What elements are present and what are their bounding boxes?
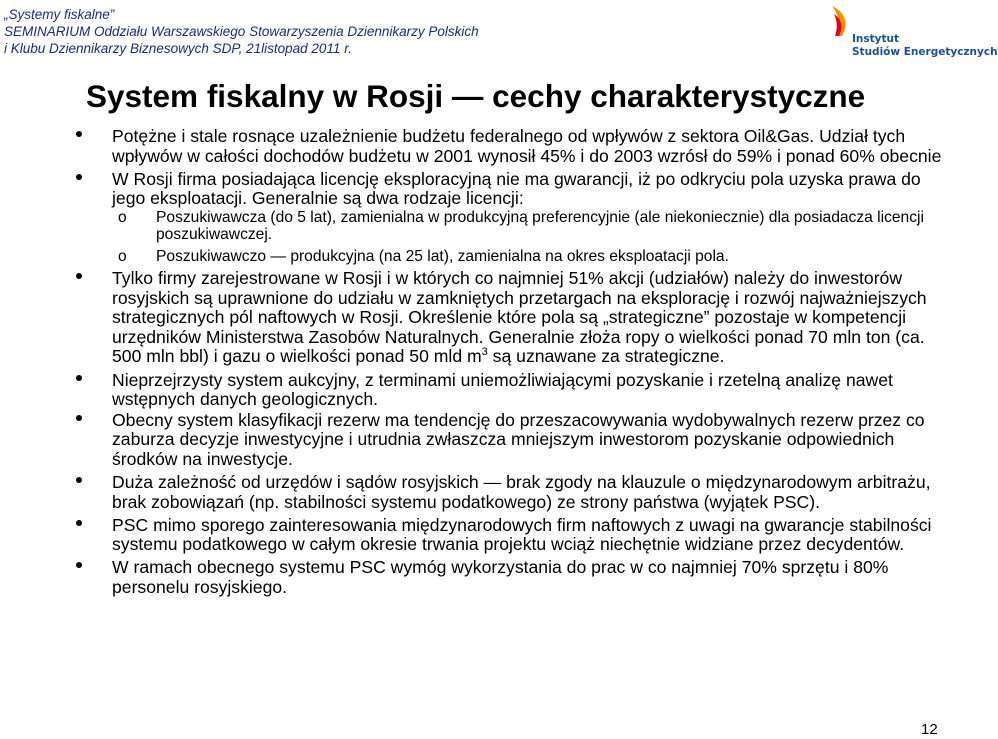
bullet-item [72,269,942,367]
bullet-item [72,170,942,265]
slide-title: System fiskalny w Rosji — cechy charakterystyczne [86,78,866,114]
bullet-item [72,127,942,166]
bullet-list [72,127,942,598]
header-line-2: SEMINARIUM Oddziału Warszawskiego Stowarzyszenia Dziennikarzy Polskich [4,24,479,39]
slide-content [72,127,942,601]
superscript: 3 [481,346,488,359]
bullet-item [72,558,942,597]
bullet-text: Tylko firmy zarejestrowane w Rosji i w których co najmniej 51% akcji (udziałów) należy do inwestorów rosyjskich są uprawnione do udziału w zamkniętych przetargach na eksplorację i rozwój najważniejszych strategicznych pól naftowych w Rosji. Określenie które pola są „strategiczne” pozostaje w kompetencji urzędników Ministerstwa Zasobów Naturalnych. Generalnie złoża ropy o wielkości ponad 70 mln ton (ca. 500 mln bbl) i gazu o wielkości ponad 50 mld m [112,268,927,367]
sub-bullet-text: Poszukiwawcza (do 5 lat), zamienialna w produkcyjną preferencyjnie (ale niekoniecznie) dla posiadacza licencji poszukiwawczej. [156,208,924,244]
bullet-item [72,516,942,555]
logo-text-line-1: Instytut [852,33,900,45]
page-number: 12 [921,721,938,738]
bullet-text: Duża zależność od urzędów i sądów rosyjskich — brak zgody na klauzule o międzynarodowym arbitrażu, brak zobowiązań (np. stabilności systemu podatkowego) ze strony państwa (wyjątek PSC). [112,472,931,512]
bullet-text: Obecny system klasyfikacji rezerw ma tendencję do przeszacowywania wydobywalnych rezerw przez co zaburza decyzje inwestycyjne i utrudnia zwłaszcza mniejszym inwestorom pozyskanie odpowiednich środków na inwestycje. [112,409,925,469]
bullet-text: Nieprzejrzysty system aukcyjny, z terminami uniemożliwiającymi pozyskanie i rzetelną analizę nawet wstępnych danych geologicznych. [112,369,893,410]
sub-bullet-item [112,209,942,244]
sub-bullet-text: Poszukiwawczo — produkcyjna (na 25 lat), zamienialna na okres eksploatacji pola. [156,247,729,265]
bullet-item [72,473,942,512]
bullet-text: Potężne i stale rosnące uzależnienie budżetu federalnego od wpływów z sektora Oil&Gas. Udział tych wpływów w całości dochodów budżetu w 2001 wynosił 45% i do 2003 wzrósł do 59% i ponad 60% obecnie [112,126,942,166]
sub-bullet-item [112,248,942,265]
bullet-text-tail: są uznawane za strategiczne. [487,346,725,367]
header-line-1: „Systemy fiskalne” [4,7,115,22]
bullet-item [72,411,942,470]
seminar-header [4,6,479,57]
bullet-text: W ramach obecnego systemu PSC wymóg wykorzystania do prac w co najmniej 70% sprzętu i 80% personelu rosyjskiego. [112,557,889,597]
header-line-3: i Klubu Dziennikarzy Biznesowych SDP, 21listopad 2011 r. [4,41,352,56]
bullet-text: PSC mimo sporego zainteresowania międzynarodowych firm naftowych z uwagi na gwarancje stabilności systemu podatkowego w całym okresie trwania projektu wciąż niechętnie widziane przez decydentów. [112,514,932,555]
logo-text-line-2: Studiów Energetycznych [852,46,998,58]
institute-logo [826,2,998,60]
sub-bullet-list [112,209,942,265]
bullet-item [72,371,942,410]
bullet-text: W Rosji firma posiadająca licencję eksploracyjną nie ma gwarancji, iż po odkryciu pola uzyska prawa do jego eksploatacji. Generalnie są dwa rodzaje licencji: [112,168,921,209]
